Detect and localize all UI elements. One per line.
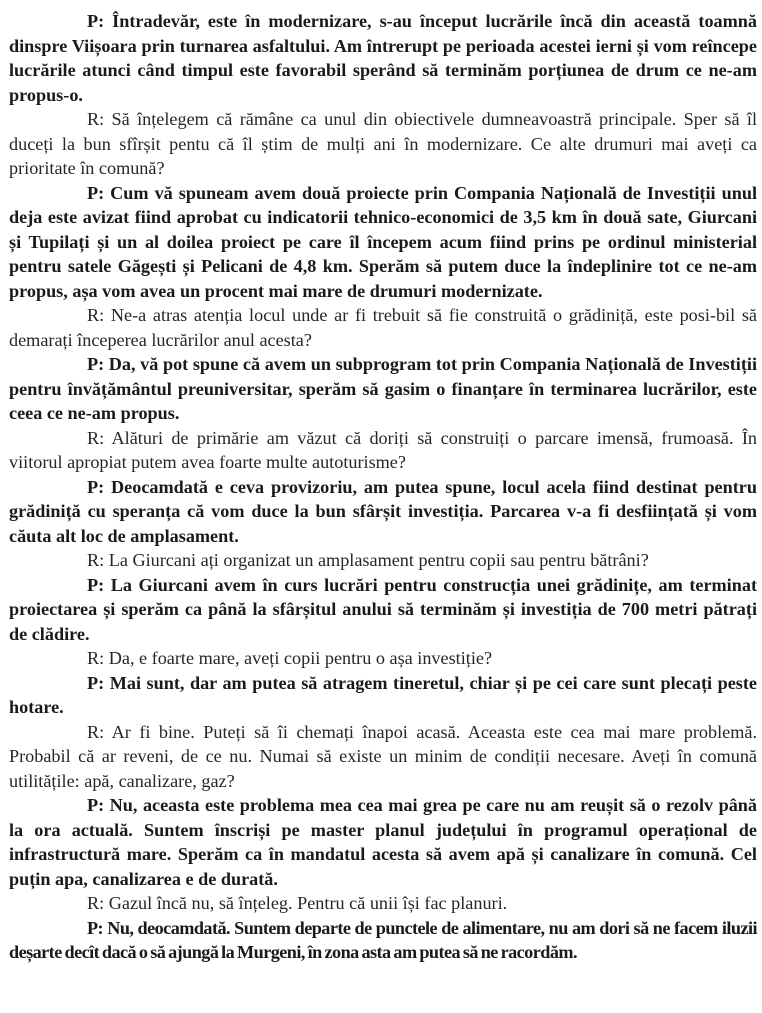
paragraph-mayor-answer: P: Nu, deocamdată. Suntem departe de punctele de alimentare, nu am dori să ne facem iluzii deșarte decît dacă o să ajungă la Murgeni, în zona asta am putea să ne racordăm. xyxy=(9,917,757,962)
paragraph-reporter-question: R: Ar fi bine. Puteți să îi chemați înapoi acasă. Aceasta este cea mai mare problemă. Probabil că ar reveni, de ce nu. Numai să existe un minim de condiții necesare. Aveți în comună utilitățile: apă, canalizare, gaz? xyxy=(9,721,757,791)
interview-text xyxy=(9,9,757,965)
paragraph-reporter-question: R: Ne-a atras atenția locul unde ar fi trebuit să fie construită o grădiniță, este posi-bil să demarați începerea lucrărilor anul acesta? xyxy=(9,305,757,350)
paragraph-mayor-answer: P: Mai sunt, dar am putea să atragem tineretul, chiar și pe cei care sunt plecați peste hotare. xyxy=(9,672,757,717)
paragraph-mayor-answer: P: Întradevăr, este în modernizare, s-au început lucrările încă din această toamnă dinspre Viișoara prin turnarea asfaltului. Am întrerupt pe perioada acestei ierni și vom reîncepe lucrările atunci când timpul este favorabil sperând să terminăm porțiunea de drum ce ne-am propus-o. xyxy=(9,11,757,105)
paragraph-mayor-answer: P: Da, vă pot spune că avem un subprogram tot prin Compania Națională de Investiții pentru învățământul preuniversitar, sperăm să gasim o finanțare în terminarea lucrărilor, este ceea ce ne-am propus. xyxy=(9,354,757,423)
paragraph-reporter-question: R: Da, e foarte mare, aveți copii pentru o așa investiție? xyxy=(87,648,493,668)
paragraph-reporter-question: R: La Giurcani ați organizat un amplasament pentru copii sau pentru bătrâni? xyxy=(87,550,649,570)
paragraph-reporter-question: R: Să înțelegem că rămâne ca unul din obiectivele dumneavoastră principale. Sper să îl duceți la bun sfîrșit pentu că îl știm de mulți ani în modernizare. Ce alte drumuri mai aveți ca prioritate în comună? xyxy=(9,109,757,178)
paragraph-mayor-answer: P: Cum vă spuneam avem două proiecte prin Compania Națională de Investiții unul deja este avizat fiind aprobat cu indicatorii tehnico-economici de 3,5 km în două sate, Giurcani și Tupilați și un al doilea proiect pe care îl începem acum fiind prins pe ordinul ministerial pentru satele Găgești și Pelicani de 4,8 km. Sperăm să putem duce la îndeplinire tot ce ne-am propus, așa vom avea un procent mai mare de drumuri modernizate. xyxy=(9,182,757,301)
paragraph-reporter-question: R: Alături de primărie am văzut că doriți să construiți o parcare imensă, frumoasă. În viitorul apropiat putem avea foarte multe autoturisme? xyxy=(9,427,757,472)
paragraph-mayor-answer: P: La Giurcani avem în curs lucrări pentru construcția unei grădinițe, am terminat proiectarea și sperăm ca până la sfârșitul anului să terminăm și investiția de 700 metri pătrați de clădire. xyxy=(9,574,757,644)
paragraph-mayor-answer: P: Nu, aceasta este problema mea cea mai grea pe care nu am reușit să o rezolv până la ora actuală. Suntem înscriși pe master planul județului în programul operațional de infrastructură mare. Sperăm ca în mandatul acesta să avem apă și canalizare în comună. Cel puțin apa, canalizarea e de durată. xyxy=(9,795,757,889)
paragraph-mayor-answer: P: Deocamdată e ceva provizoriu, am putea spune, locul acela fiind destinat pentru grădiniță cu speranța că vom duce la bun sfârșit investiția. Parcarea v-a fi desființată și vom căuta alt loc de amplasament. xyxy=(9,476,757,546)
paragraph-reporter-question: R: Gazul încă nu, să înțeleg. Pentru că unii își fac planuri. xyxy=(87,893,508,913)
